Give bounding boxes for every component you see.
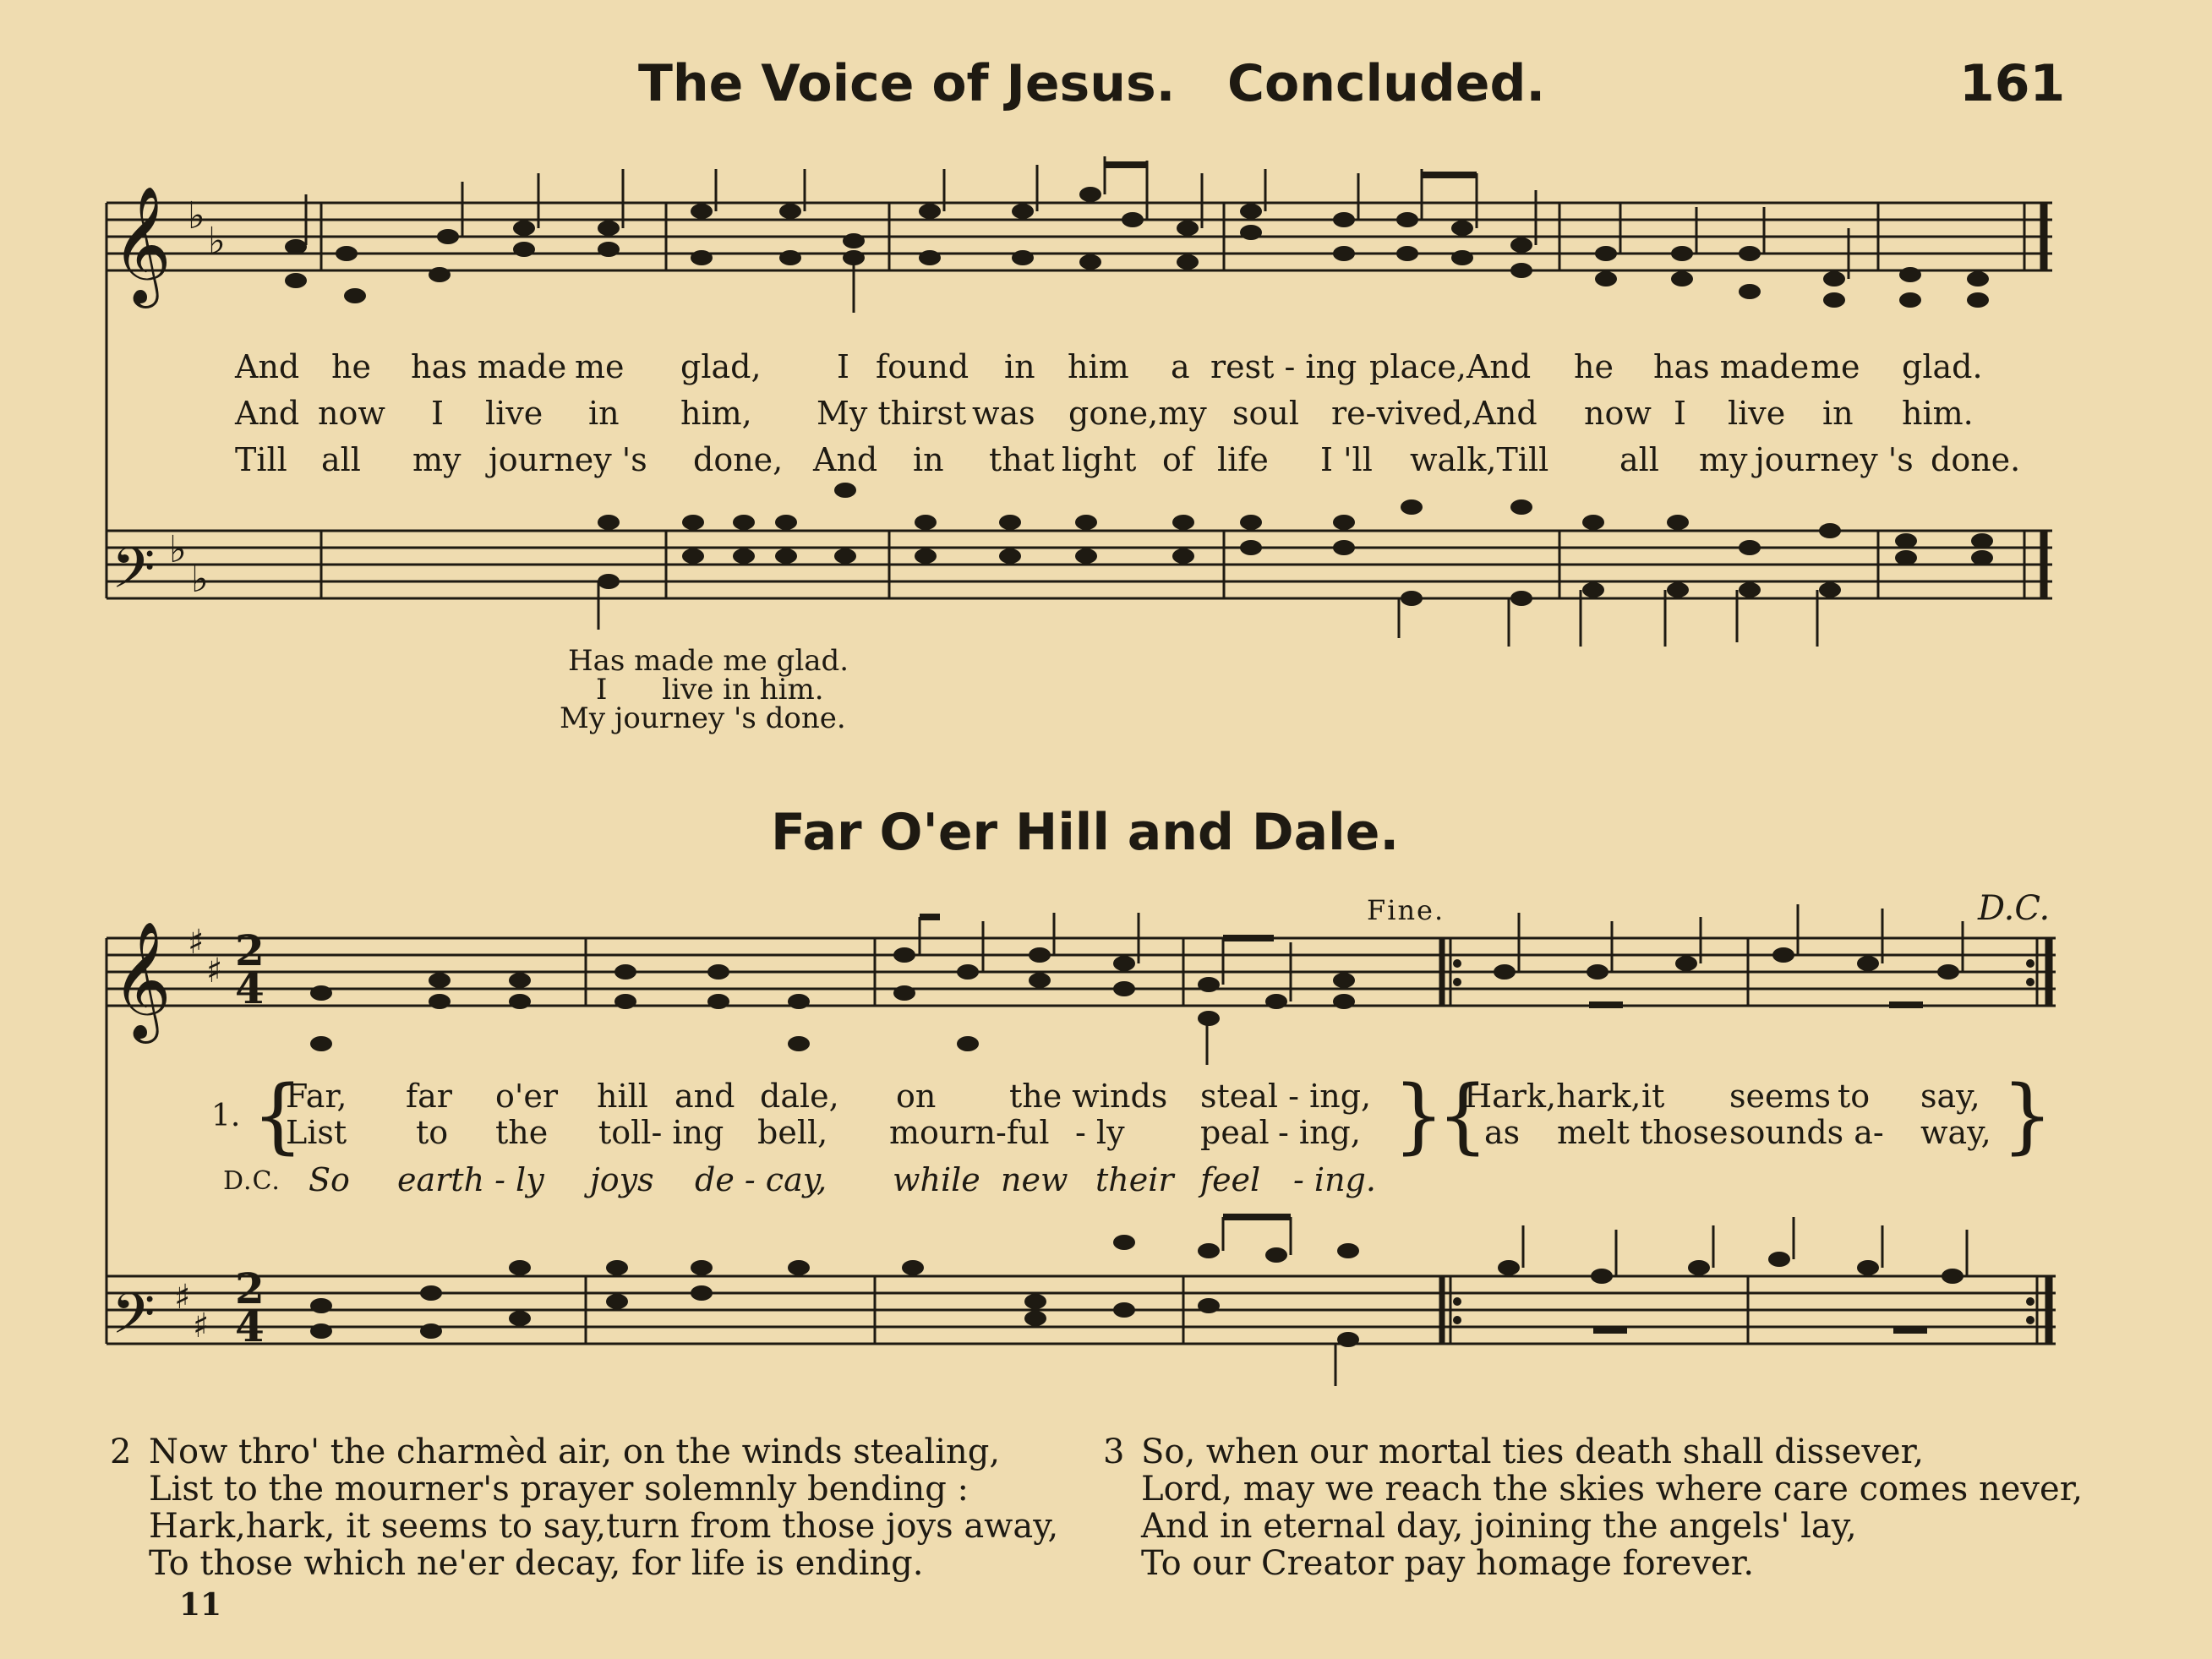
- brace-icon: {: [252, 1068, 304, 1163]
- footer-number: 11: [179, 1587, 222, 1623]
- flat-icon: ♭: [188, 194, 205, 237]
- treble-clef-icon: 𝄞: [112, 186, 172, 303]
- brace-icon: {: [1437, 1068, 1489, 1163]
- verse-number: 1.: [211, 1099, 241, 1133]
- bass-clef-icon: 𝄢: [112, 1281, 156, 1360]
- sharp-icon: ♯: [188, 923, 205, 962]
- verse2-line: Hark,hark, it seems to say,turn from those joys away,: [149, 1507, 1059, 1546]
- song2-bass-staff: [107, 1276, 2056, 1351]
- verse3-line: So, when our mortal ties death shall dissever,: [1141, 1433, 1925, 1471]
- time-signature-top: 2: [235, 925, 265, 975]
- verse2-line: List to the mourner's prayer solemnly bending :: [149, 1470, 969, 1509]
- song1-treble-notes: [285, 187, 1989, 308]
- dc-label: D.C.: [223, 1166, 281, 1196]
- bass-clef-icon: 𝄢: [112, 536, 156, 614]
- time-signature-top: 2: [235, 1263, 265, 1313]
- song1-bass-staff: [107, 531, 2052, 598]
- flat-icon: ♭: [169, 528, 187, 571]
- song2-treble-staff: [107, 938, 2056, 1013]
- song1-lyric-verse1: And he has made me glad, I found in him a rest - ing place,And he has made me glad.: [235, 348, 1983, 385]
- song1-lyric-verse3: Till all my journey 's done, And in that light of life I 'll walk,Till all my journey 's done.: [235, 441, 2021, 478]
- song2-bass-notes: [310, 1235, 1963, 1347]
- song2-title: Far O'er Hill and Dale.: [771, 803, 1400, 862]
- dc-mark: D.C.: [1978, 889, 2051, 928]
- verse3-number: 3: [1103, 1433, 1125, 1471]
- song2-lyric-line2: List to the toll- ing bell, mourn-ful - ly peal - ing, as melt those sounds a- way,: [286, 1114, 1991, 1151]
- song1-treble-staff: [107, 203, 2052, 270]
- time-signature-bottom: 4: [235, 1302, 265, 1351]
- sharp-icon: ♯: [174, 1278, 191, 1317]
- flat-icon: ♭: [191, 558, 209, 601]
- verse2-line: Now thro' the charmèd air, on the winds stealing,: [149, 1433, 1001, 1471]
- song1-bass-notes: [598, 483, 1993, 606]
- song1-lyric-verse2: And now I live in him, My thirst was gone,my soul re-vived,And now I live in him.: [235, 395, 1974, 432]
- song1-subtitle: Concluded.: [1227, 54, 1546, 113]
- verse3-line: Lord, may we reach the skies where care comes never,: [1141, 1470, 2084, 1509]
- bass-lyric-1: Has made me glad.: [568, 644, 849, 678]
- bass-lyric-2: I live in him.: [596, 673, 824, 707]
- sharp-icon: ♯: [206, 952, 223, 990]
- verse3-line: And in eternal day, joining the angels' lay,: [1141, 1507, 1857, 1546]
- page-number: 161: [1959, 54, 2066, 113]
- time-signature-bottom: 4: [235, 963, 265, 1013]
- bass-lyric-3: My journey 's done.: [560, 701, 846, 735]
- flat-icon: ♭: [208, 220, 226, 263]
- song2-treble-notes: [310, 947, 1959, 1051]
- treble-clef-icon: 𝄞: [112, 921, 172, 1039]
- sharp-icon: ♯: [193, 1307, 210, 1345]
- verse3-line: To our Creator pay homage forever.: [1141, 1544, 1755, 1583]
- song1-title: The Voice of Jesus.: [638, 54, 1176, 113]
- song2-dc-line: D.C. So earth - ly joys de - cay, while new their feel - ing.: [223, 1161, 1376, 1198]
- fine-mark: Fine.: [1367, 894, 1445, 926]
- verse2-line: To those which ne'er decay, for life is ending.: [149, 1544, 924, 1583]
- brace-icon: }: [1393, 1068, 1445, 1163]
- brace-icon: }: [2002, 1068, 2054, 1163]
- verse2-number: 2: [110, 1433, 132, 1471]
- song2-lyric-line1: Far, far o'er hill and dale, on the winds steal - ing, Hark,hark, it seems to say,: [286, 1078, 1980, 1115]
